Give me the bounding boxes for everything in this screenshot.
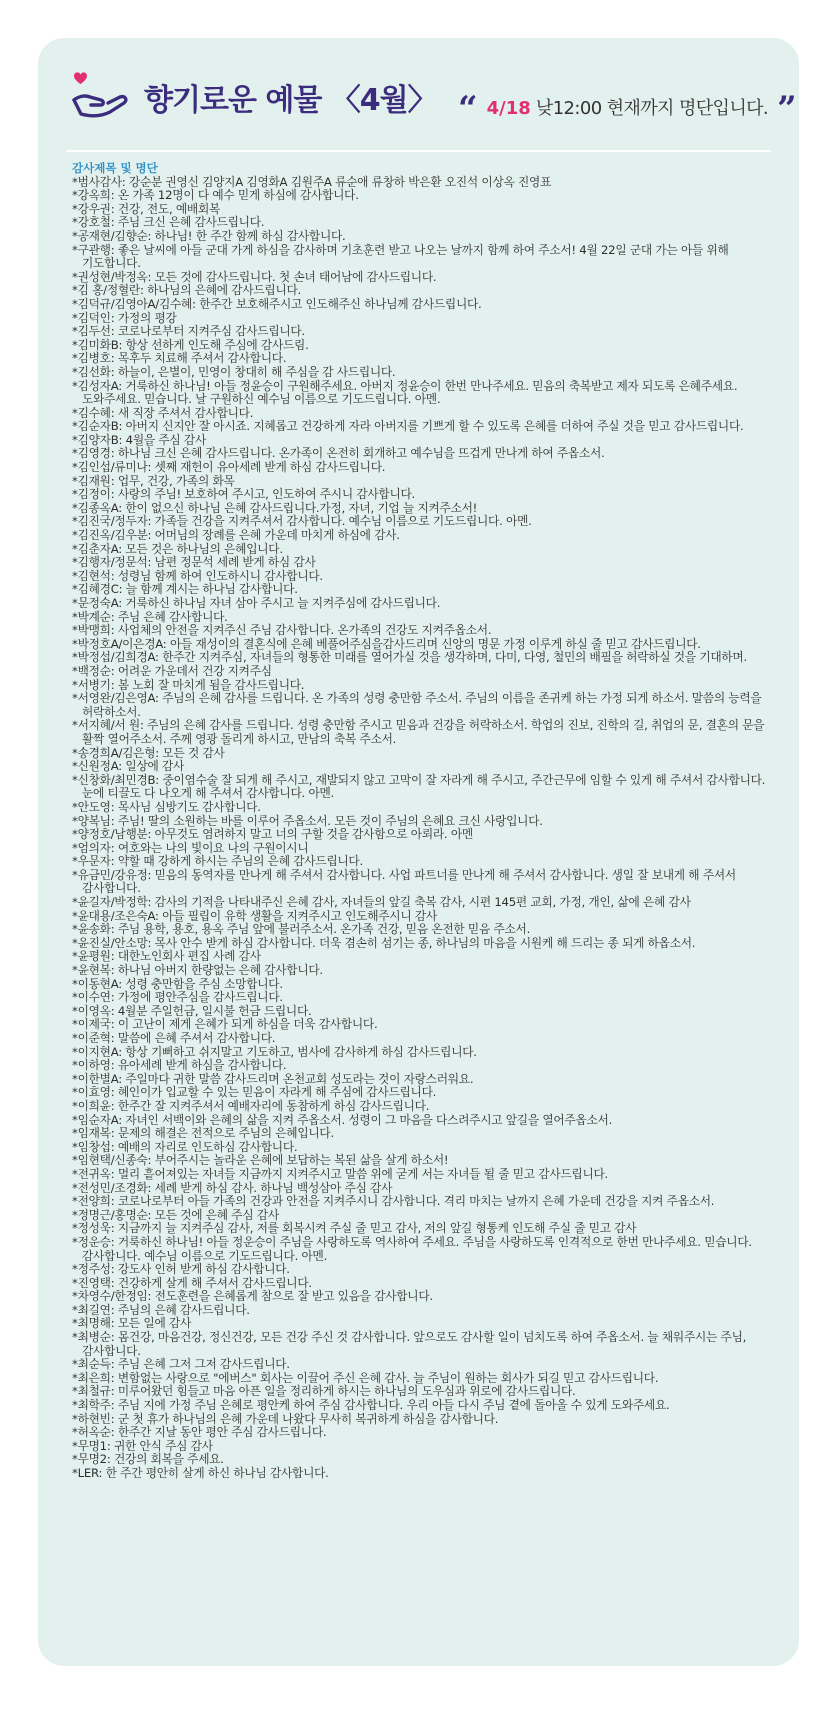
list-item: *정명근/홍명순: 모든 것에 은혜 주심 감사 <box>72 1207 279 1222</box>
list-item: *백정순: 어려운 가운데서 건강 지켜주심 <box>72 663 272 678</box>
list-item: *박정섭/김희경A: 한주간 지켜주심, 자녀들의 형통한 미래를 열어가실 것을 생각하며, 다미, 다영, 철민의 배필을 허락하실 것을 기대하며. <box>72 650 747 665</box>
deadline-notice <box>458 89 797 129</box>
list-item: *김병호: 목후두 치료해 주셔서 감사합니다. <box>72 351 287 366</box>
list-item: *우문자: 약할 때 강하게 하시는 주님의 은혜 감사드립니다. <box>72 854 363 869</box>
list-item: *전성민/조경화: 세례 받게 하심 감사. 하나님 백성삼아 주심 감사 <box>72 1180 393 1195</box>
list-item: *김진옥/김우분: 어머님의 장례를 은혜 가운데 마치게 하심에 감사. <box>72 528 400 543</box>
notice-text: 낮12:00 현재까지 명단입니다. <box>535 98 769 119</box>
list-item: *김두선: 코로나로부터 지켜주심 감사드립니다. <box>72 324 305 339</box>
list-item: *박계순: 주님 은혜 감사합니다. <box>72 609 228 624</box>
list-item: *윤길자/박정학: 감사의 기적을 나타내주신 은혜 감사, 자녀들의 앞길 축복 감사, 시편 145편 교회, 가정, 개인, 삶에 은혜 감사 <box>72 895 691 910</box>
list-item: *김혜경C: 늘 함께 계시는 하나님 감사합니다. <box>72 582 298 597</box>
list-item: *진영택: 건강하게 살게 해 주셔서 감사드립니다. <box>72 1275 312 1290</box>
list-item: *임창섭: 예배의 자리로 인도하심 감사합니다. <box>72 1139 298 1154</box>
section-title: 감사제목 및 명단 <box>72 161 158 175</box>
list-item: *김정이: 사랑의 주님! 보호하여 주시고, 인도하여 주시니 감사합니다. <box>72 487 415 502</box>
list-item: *이지현A: 항상 기뻐하고 쉬지말고 기도하고, 범사에 감사하게 하심 감사드립니다. <box>72 1044 477 1059</box>
list-item: *최병순: 몸건강, 마음건강, 정신건강, 모든 건강 주신 것 감사합니다. 앞으로도 감사할 일이 넘치도록 하여 주옵소서. 늘 채워주시는 주님, 감사합니다. <box>72 1330 747 1358</box>
list-item: *임현택/신종숙: 부어주시는 놀라운 은혜에 보답하는 복된 삶을 살게 하소서! <box>72 1153 449 1168</box>
list-item: *LER: 한 주간 평안히 살게 하신 하나님 감사합니다. <box>72 1466 329 1480</box>
list-item: *김미화B: 항상 선하게 인도해 주심에 감사드림. <box>72 337 309 352</box>
list-item: *김수혜: 새 직장 주셔서 감사합니다. <box>72 405 254 420</box>
list-item: *김현석: 성령님 함께 하여 인도하시니 감사합니다. <box>72 568 323 583</box>
gratitude-list <box>72 176 772 1481</box>
list-item: *김인섭/류미나: 셋째 재헌이 유아세례 받게 하심 감사드립니다. <box>72 460 386 475</box>
list-item: *이한별A: 주일마다 귀한 말씀 감사드리며 온천교회 성도라는 것이 자랑스러워요. <box>72 1071 474 1086</box>
list-item: *양복님: 주님! 딸의 소원하는 바를 이루어 주옵소서. 모든 것이 주님의 은혜요 크신 사랑입니다. <box>72 813 543 828</box>
list-item: *김행자/정문석: 남편 정문석 세례 받게 하심 감사 <box>72 555 316 570</box>
list-item: *최길연: 주님의 은혜 감사드립니다. <box>72 1302 250 1317</box>
list-item: *김덕인: 가정의 평강 <box>72 310 177 325</box>
list-item: *정성욱: 지금까지 늘 지켜주심 감사, 저를 회복시켜 주실 줄 믿고 감사, 저의 앞길 형통케 인도해 주실 줄 믿고 감사 <box>72 1221 637 1236</box>
close-quote: ” <box>777 89 797 129</box>
list-item: *정운승: 거룩하신 하나님! 아들 정운승이 주님을 사랑하도록 역사하여 주세요. 주님을 사랑하도록 인격적으로 한번 만나주세요. 믿습니다. 감사합니다. 예수님 이름으로 기도드립니다. 아멘. <box>72 1234 752 1263</box>
list-item: *김 홍/정혈란: 하나님의 은혜에 감사드립니다. <box>72 283 302 298</box>
list-item: *김영경: 하나님 크신 은혜 감사드립니다. 온가족이 온전히 회개하고 예수님을 뜨겁게 만나게 하여 주옵소서. <box>72 446 605 461</box>
list-item: *범사감사: 강순분 권영신 김양지A 김영화A 김원주A 류순애 류창하 박은환 오진석 이상옥 진영표 <box>72 174 552 189</box>
list-item: *강우권: 건강, 전도, 예배회복 <box>72 201 221 216</box>
list-item: *박맹희: 사업체의 안전을 지켜주신 주님 감사합니다. 온가족의 건강도 지켜주옵소서. <box>72 623 492 638</box>
list-item: *강옥희: 온 가족 12명이 다 예수 믿게 하심에 감사합니다. <box>72 188 359 203</box>
list-item: *최명해: 모든 일에 감사 <box>72 1316 192 1331</box>
list-item: *서영완/김은영A: 주님의 은혜 감사를 드립니다. 온 가족의 성령 충만함 주소서. 주님의 이름을 존귀케 하는 가정 되게 하소서. 말씀의 능력을 허락하소서. <box>72 691 762 719</box>
list-item: *이수연: 가정에 평안주심을 감사드립니다. <box>72 990 283 1005</box>
list-item: *권성현/박정옥: 모든 것에 감사드립니다. 첫 손녀 태어남에 감사드립니다. <box>72 269 437 284</box>
list-item: *엄의자: 여호와는 나의 빛이요 나의 구원이시니 <box>72 840 309 855</box>
open-quote: “ <box>458 89 478 129</box>
list-item: *전귀옥: 멀리 흩어져있는 자녀들 지금까지 지켜주시고 말씀 위에 굳게 서는 자녀들 될 줄 믿고 감사드립니다. <box>72 1166 608 1181</box>
list-item: *윤평원: 대한노인회사 편집 사례 감사 <box>72 949 261 964</box>
list-item: *전양희: 코로나로부터 아들 가족의 건강과 안전을 지켜주시니 감사합니다. 격리 마치는 날까지 은혜 가운데 건강을 지켜 주옵소서. <box>72 1194 715 1209</box>
list-item: *김순자B: 아버지 신지안 잘 아시죠. 지혜롭고 건강하게 자라 아버지를 기쁘게 할 수 있도록 은혜를 더하여 주실 것을 믿고 감사드립니다. <box>72 419 744 434</box>
list-item: *유금민/강유정: 믿음의 동역자를 만나게 해 주셔서 감사합니다. 사업 파트너를 만나게 해 주셔서 감사합니다. 생일 잘 보내게 해 주셔서 감사합니다. <box>72 867 736 896</box>
list-item: *윤현복: 하나님 아버지 한량없는 은혜 감사합니다. <box>72 963 323 978</box>
list-item: *이제국: 이 고난이 제게 은혜가 되게 하심을 더욱 감사합니다. <box>72 1017 378 1032</box>
list-item: *윤대용/조은숙A: 아들 필립이 유학 생활을 지켜주시고 인도해주시니 감사 <box>72 908 437 923</box>
notice-date: 4/18 <box>486 98 531 119</box>
header <box>38 38 799 133</box>
list-item: *김선화: 하늘이, 은별이, 민영이 창대히 해 주심을 감 사드립니다. <box>72 364 396 379</box>
list-item: *양정호/남행분: 아무것도 염려하지 말고 너의 구할 것을 감사함으로 아뢰라. 아멘 <box>72 827 473 842</box>
list-item: *이하영: 유아세례 받게 하심을 감사합니다. <box>72 1058 287 1073</box>
list-item: *차영수/한정임: 전도훈련을 은혜롭게 참으로 잘 받고 있음을 감사합니다. <box>72 1289 433 1304</box>
list-item: *김성자A: 거룩하신 하나님! 아들 정윤승이 구원해주세요. 아버지 정윤승이 한번 만나주세요. 믿음의 축복받고 제자 되도록 은혜주세요. 도와주세요. 믿습니다. 날 구원하신 예수님 이름으로 기도드립니다. 아멘. <box>72 378 738 407</box>
content <box>72 162 772 1481</box>
list-item: *김종옥A: 한이 없으신 하나님 은혜 감사드립니다.가정, 자녀, 기업 늘 지켜주소서! <box>72 500 478 515</box>
list-item: *김양자B: 4월을 주심 감사 <box>72 432 206 447</box>
list-item: *허옥순: 한주간 지날 동안 평안 주심 감사드립니다. <box>72 1425 327 1440</box>
list-item: *공재현/김향순: 하나님! 한 주간 함께 하심 감사합니다. <box>72 228 346 243</box>
hand-holding-heart-icon <box>72 72 130 122</box>
list-item: *송경희A/김은형: 모든 것 감사 <box>72 745 225 760</box>
list-item: *윤진실/안소망: 목사 안수 받게 하심 감사합니다. 더욱 겸손히 섬기는 종, 하나님의 마음을 시원케 해 드리는 종 되게 하옵소서. <box>72 935 696 950</box>
list-item: *신원정A: 일상에 감사 <box>72 759 185 774</box>
list-item: *이동현A: 성령 충만함을 주심 소망합니다. <box>72 976 283 991</box>
list-item: *안도영: 목사님 심방기도 감사합니다. <box>72 799 261 814</box>
list-item: *이준혁: 말씀에 은혜 주셔서 감사합니다. <box>72 1031 276 1045</box>
page-title: 향기로운 예물 〈4월〉 <box>144 83 437 118</box>
list-item: *김재원: 업무, 건강, 가족의 화목 <box>72 473 235 488</box>
list-item: *임재복: 문제의 해결은 전적으로 주님의 은혜입니다. <box>72 1126 334 1141</box>
list-item: *이영옥: 4월분 주일헌금, 일시불 헌금 드립니다. <box>72 1003 312 1018</box>
offering-card <box>38 38 799 1666</box>
list-item: *윤송화: 주님 용학, 용호, 용옥 주님 앞에 불러주소서. 온가족 건강, 믿음 온전한 믿음 주소서. <box>72 922 531 937</box>
list-item: *무명2: 건강의 회복을 주세요. <box>72 1452 224 1467</box>
list-item: *이희윤: 한주간 잘 지켜주셔서 예배자리에 동참하게 하심 감사드립니다. <box>72 1098 430 1113</box>
list-item: *김진국/정두자: 가족들 건강을 지켜주셔서 감사합니다. 예수님 이름으로 기도드립니다. 아멘. <box>72 514 532 529</box>
list-item: *최철규: 미루어왔던 힘들고 마음 아픈 일을 정리하게 하시는 하나님의 도우심과 위로에 감사드립니다. <box>72 1384 576 1399</box>
list-item: *최학주: 주님 지에 가정 주님 은혜로 평안케 하여 주심 감사합니다. 우리 아들 다시 주님 곁에 돌아올 수 있게 도와주세요. <box>72 1398 670 1413</box>
list-item: *구관행: 좋은 날씨에 아들 군대 가게 하심을 감사하며 기초훈련 받고 나오는 날까지 함께 하여 주소서! 4월 22일 군대 가는 아들 위해 기도합니다. <box>72 242 729 271</box>
list-item: *신창화/최민경B: 중이염수술 잘 되게 해 주시고, 재발되지 않고 고막이 잘 자라게 해 주시고, 주간근무에 임할 수 있게 해 주셔서 감사합니다. 눈에 티끌도 다 나오게 해 주셔서 감사합니다. 아멘. <box>72 772 766 801</box>
list-item: *하현빈: 군 첫 휴가 하나님의 은혜 가운데 나왔다 무사히 복귀하게 하심을 감사합니다. <box>72 1411 499 1426</box>
list-item: *이효영: 혜인이가 입교할 수 있는 믿음이 자라게 해 주심에 감사드립니다. <box>72 1085 437 1100</box>
list-item: *문정숙A: 거룩하신 하나님 자녀 삼아 주시고 늘 지켜주심에 감사드립니다. <box>72 596 441 610</box>
list-item: *김덕규/김영아A/김수혜: 한주간 보호해주시고 인도해주신 하나님께 감사드립니다. <box>72 296 482 311</box>
list-item: *최은희: 변함없는 사랑으로 "에버스" 회사는 이끌어 주신 은혜 감사. 늘 주님이 원하는 회사가 되길 믿고 감사드립니다. <box>72 1370 659 1385</box>
list-item: *임순자A: 자녀인 서백이와 은혜의 삶을 지켜 주옵소서. 성령이 그 마음을 다스려주시고 앞길을 열어주옵소서. <box>72 1112 613 1127</box>
list-item: *서병기: 봄 노회 잘 마치게 됨을 감사드립니다. <box>72 677 305 692</box>
list-item: *김춘자A: 모든 것은 하나님의 은혜입니다. <box>72 541 283 556</box>
list-item: *박정호A/이은경A: 아들 재성이의 결혼식에 은혜 베풀어주심을감사드리며 신앙의 명문 가정 이루게 하실 줄 믿고 감사드립니다. <box>72 636 701 651</box>
list-item: *서지혜/서 원: 주님의 은혜 감사를 드립니다. 성령 충만함 주시고 믿음과 건강을 허락하소서. 학업의 진보, 진학의 길, 취업의 문, 결혼의 문을 활짝 열어주소서. 주께 영광 돌리게 하시고, 만남의 축복 주소서. <box>72 718 765 746</box>
list-item: *무명1: 귀한 안식 주심 감사 <box>72 1438 213 1453</box>
list-item: *정주성: 강도사 인허 받게 하심 감사합니다. <box>72 1262 290 1277</box>
divider <box>66 150 771 152</box>
list-item: *강호철: 주님 크신 은혜 감사드립니다. <box>72 215 265 230</box>
list-item: *최순득: 주님 은혜 그저 그저 감사드립니다. <box>72 1357 290 1372</box>
